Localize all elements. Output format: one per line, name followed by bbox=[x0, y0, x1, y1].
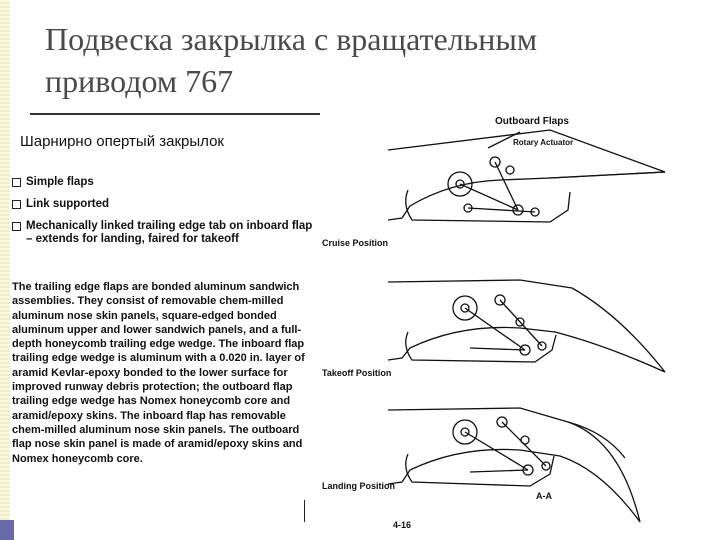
corner-accent bbox=[0, 520, 14, 540]
slide-subtitle: Шарнирно опертый закрылок bbox=[20, 133, 224, 150]
bullet-item bbox=[12, 198, 317, 211]
takeoff-diagram bbox=[388, 280, 665, 372]
bullet-item bbox=[12, 176, 317, 189]
title-underline bbox=[30, 113, 320, 115]
bullet-text: Link supported bbox=[26, 198, 110, 210]
flap-mechanism-diagram bbox=[320, 110, 700, 530]
divider-line bbox=[304, 500, 305, 522]
bullet-list bbox=[12, 176, 317, 255]
rotary-actuator-label: Rotary Actuator bbox=[513, 138, 574, 147]
slide-title: Подвеска закрылка с вращательным приводом 767 bbox=[45, 21, 538, 99]
takeoff-position-label: Takeoff Position bbox=[322, 368, 392, 378]
bullet-text: Mechanically linked trailing edge tab on inboard flap – extends for landing, faired for takeoff bbox=[26, 220, 313, 245]
bullet-square-icon bbox=[12, 200, 21, 209]
description-paragraph: The trailing edge flaps are bonded aluminum sandwich assemblies. They consist of removable chem-milled aluminum nose skin panels, square-edged bonded aluminum upper and lower sandwich panels, and a full-depth honeycomb trailing edge wedge. The inboard flap trailing edge wedge is aluminum with a 0.020 in. layer of aramid Kevlar-epoxy bonded to the lower surface for improved runway debris protection; the outboard flap trailing edge wedge has Nomex honeycomb core and aramid/epoxy skins. The inboard flap has removable chem-milled aluminum nose skin panels. The outboard flap nose skin panel is made of aramid/epoxy skins and Nomex honeycomb core. bbox=[12, 281, 305, 465]
bullet-square-icon bbox=[12, 222, 21, 231]
left-decorative-band bbox=[0, 0, 10, 540]
outboard-flaps-label: Outboard Flaps bbox=[495, 116, 569, 127]
cruise-position-label: Cruise Position bbox=[322, 238, 389, 248]
landing-diagram bbox=[388, 408, 640, 522]
page-number: 4-16 bbox=[393, 520, 412, 530]
bullet-item bbox=[12, 220, 317, 246]
bullet-text: Simple flaps bbox=[26, 176, 94, 188]
bullet-square-icon bbox=[12, 178, 21, 187]
section-label: A-A bbox=[536, 491, 552, 501]
landing-position-label: Landing Position bbox=[322, 481, 395, 491]
